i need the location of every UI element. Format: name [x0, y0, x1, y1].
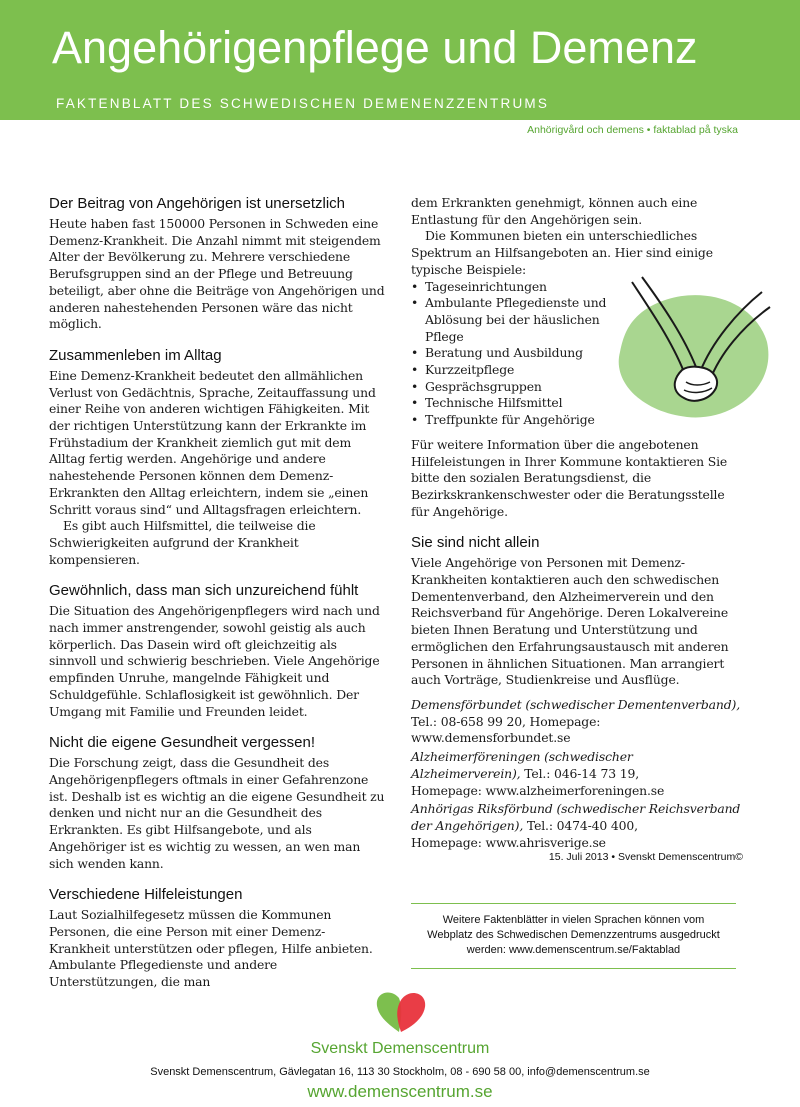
footer-address: Svenskt Demenscentrum, Gävlegatan 16, 113 30 Stockholm, 08 - 690 58 00, info@demenscentrum.se — [150, 1066, 650, 1078]
page-title: Angehörigenpflege und Demenz — [52, 22, 698, 73]
more-line: werden: www.demenscentrum.se/Faktablad — [466, 944, 681, 956]
contact-anhorigas — [411, 801, 743, 851]
more-line: Webplatz des Schwedischen Demenzzentrums ausgedruckt — [427, 929, 720, 941]
org-homepage: Homepage: www.ahrisverige.se — [411, 834, 606, 850]
paragraph: Die Forschung zeigt, dass die Gesundheit des Angehörigenpflegers oftmals in einer Gefahrenzone ist. Deshalb ist es wichtig an die eigene Gesundheit zu denken und nicht nur an die Gesundheit des Erkrankten. Es gibt Hilfsangebote, und als Angehöriger ist es wichtig zu wessen, an wen man sich wenden kann. — [49, 755, 385, 871]
swedish-tagline: Anhörigvård och demens • faktablad på tyska — [527, 124, 738, 136]
more-line: Weitere Faktenblätter in vielen Sprachen können vom — [442, 914, 705, 926]
section-heading-beitrag: Der Beitrag von Angehörigen ist unersetzlich — [49, 195, 346, 212]
org-homepage: Homepage: www.alzheimerforeningen.se — [411, 782, 665, 798]
paragraph: Die Situation des Angehörigenpflegers wird nach und nach immer anstrengender, sowohl geistig als auch körperlich. Das Dasein wird oft gleichzeitig als sinnvoll und schwierig beschrieben. Viele Angehörige empfinden Unruhe, mangelnde Fähigkeit und Schuldgefühle. Schlaflosigkeit ist gewöhnlich. Der Umgang mit Familie und Freunden leidet. — [49, 603, 380, 719]
left-column — [49, 195, 385, 991]
contact-alzheimerforeningen — [411, 749, 743, 799]
org-phone: Tel.: 0474-40 400, — [523, 817, 638, 833]
paragraph: Die Kommunen bieten ein unterschiedliches Spektrum an Hilfsangeboten an. Hier sind einige typische Beispiele: — [411, 228, 713, 277]
section-heading-allein: Sie sind nicht allein — [411, 534, 540, 552]
list-item: • Technische Hilfsmittel — [411, 395, 743, 412]
org-name: Anhörigas Riksförbund (schwedischer Reichsverband der Angehörigen), — [411, 801, 741, 833]
org-name: Alzheimerföreningen (schwedischer Alzheimerverein), — [411, 749, 633, 781]
list-item: • Gesprächsgruppen — [411, 379, 743, 396]
header-banner — [0, 0, 800, 120]
org-name: Demensförbundet (schwedischer Dementenverband), — [411, 696, 740, 712]
footer-org-name: Svenskt Demenscentrum — [310, 1040, 490, 1057]
paragraph: Für weitere Information über die angebotenen Hilfeleistungen in Ihrer Kommune kontaktieren Sie bitte den sozialen Beratungsdienst, die Bezirkskrankenschwester oder die Beratungsstelle für Angehörige. — [411, 436, 728, 519]
list-item: • Beratung und Ausbildung — [411, 345, 743, 362]
paragraph: Eine Demenz-Krankheit bedeutet den allmählichen Verlust von Gedächtnis, Sprache, Zeitauffassung und einer Reihe von anderen wichtigen Fähigkeiten. Mit der richtigen Unterstützung kann der Erkrankte im Frühstadium der Krankheit ziemlich gut mit dem Alltag fertig werden. Angehörige und andere nahestehende Personen können dem Demenz-Erkrankten den Alltag erleichtern, indem sie „einen Schritt voraus sind“ und Alltagsfragen erleichtern. — [49, 367, 376, 517]
help-offers-list — [411, 279, 743, 429]
paragraph: Heute haben fast 150000 Personen in Schweden eine Demenz-Krankheit. Die Anzahl nimmt mit steigendem Alter der Bevölkerung zu. Mehrere verschiedene Berufsgruppen sind an der Pflege und Betreuung beteiligt, aber ohne die Beiträge von Angehörigen und anderen nahestehenden Personen wäre das nicht möglich. — [49, 216, 385, 332]
footer-url: www.demenscentrum.se — [307, 1082, 493, 1101]
section-heading-gesundheit: Nicht die eigene Gesundheit vergessen! — [49, 734, 316, 752]
paragraph: dem Erkrankten genehmigt, können auch eine Entlastung für den Angehörigen sein. — [411, 195, 698, 227]
paragraph: Es gibt auch Hilfsmittel, die teilweise die Schwierigkeiten aufgrund der Krankheit kompensieren. — [49, 518, 316, 567]
org-phone: Tel.: 046-14 73 19, — [520, 765, 640, 781]
contact-demensforbundet — [411, 697, 743, 747]
page-subtitle: FAKTENBLATT DES SCHWEDISCHEN DEMENENZZENTRUMS — [56, 96, 550, 111]
paragraph: Viele Angehörige von Personen mit Demenz-Krankheiten kontaktieren auch den schwedischen Dementenverband, den Alzheimerverein und den Reichsverband für Angehörige. Deren Lokalvereine bieten Ihnen Beratung und Unterstützung und ermöglichen den Erfahrungsaustausch mit anderen Personen in ähnlichen Situationen. Man arrangiert auch Vorträge, Studienkreise und Ausflüge. — [411, 555, 729, 688]
org-contact: Tel.: 08-658 99 20, Homepage: www.demensforbundet.se — [411, 713, 601, 746]
list-item: • Kurzzeitpflege — [411, 362, 743, 379]
heart-logo-icon — [373, 990, 429, 1034]
list-item: • Tageseinrichtungen — [411, 279, 743, 296]
list-item: • Treffpunkte für Angehörige — [411, 412, 743, 429]
more-factsheets-box — [411, 903, 736, 969]
section-heading-hilfeleistungen: Verschiedene Hilfeleistungen — [49, 886, 243, 904]
dateline: 15. Juli 2013 • Svenskt Demenscentrum© — [548, 851, 743, 863]
paragraph: Laut Sozialhilfegesetz müssen die Kommunen Personen, die eine Person mit einer Demenz-Krankheit unterstützen oder pflegen, Hilfe anbieten. Ambulante Pflegedienste und andere Unterstützungen, die man — [49, 907, 373, 990]
right-column — [411, 195, 743, 851]
list-item: • Ambulante Pflegedienste und Ablösung bei der häuslichen Pflege — [411, 295, 611, 345]
section-heading-alltag: Zusammenleben im Alltag — [49, 346, 222, 364]
section-heading-unzureichend: Gewöhnlich, dass man sich unzureichend fühlt — [49, 582, 359, 600]
